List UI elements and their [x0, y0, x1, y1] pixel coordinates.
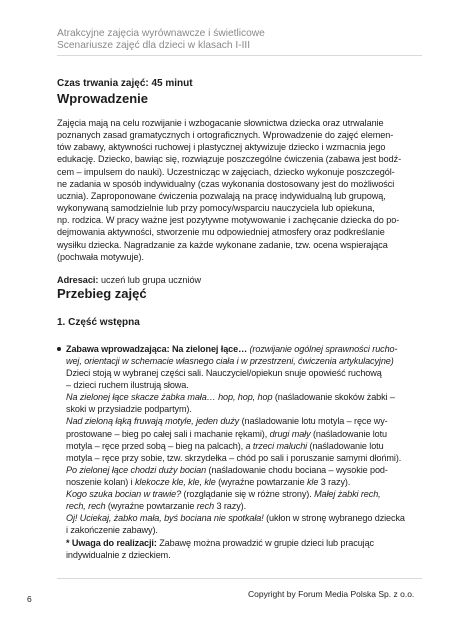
- story-line: Po zielonej łące chodzi duży bocian: [66, 464, 207, 475]
- intro-paragraph: [57, 117, 425, 263]
- intro-line: tów zabawy, aktywności ruchowej i plastycznej aktywizuje dziecko i wzmacnia jego: [57, 142, 386, 153]
- item-text: – dzieci ruchem ilustrują słowa.: [66, 380, 189, 391]
- item-text: (ukłon w stronę wybranego dziecka: [263, 513, 405, 524]
- section-heading-plan: Przebieg zajęć: [57, 285, 147, 301]
- intro-line: (pochwała motywuje).: [57, 251, 144, 262]
- note-label: * Uwaga do realizacji:: [66, 538, 157, 549]
- part-heading: 1. Część wstępna: [57, 316, 140, 328]
- intro-line: wykonywaną samodzielnie lub przy pomocy/wsparciu nauczyciela lub opiekuna,: [57, 203, 375, 214]
- addressees-value: uczeń lub grupa uczniów: [98, 274, 202, 285]
- copyright-notice: Copyright by Forum Media Polska Sp. z o.o.: [248, 589, 415, 599]
- addressees: [57, 274, 425, 286]
- item-text: 3 razy).: [214, 501, 246, 512]
- item-text: (naśladowanie skoków żabki –: [272, 392, 395, 403]
- intro-line: ne zadania w sposób indywidualny (czas wykonania dostosowany jest do możliwości: [57, 178, 395, 189]
- page-number: 6: [27, 594, 32, 604]
- intro-line: dejmowania aktywności, stworzenie mu odpowiedniej atmosfery oraz podkreślanie: [57, 227, 385, 238]
- note-text: indywidualnie z dzieckiem.: [66, 550, 171, 561]
- intro-line: ucznia). Zaproponowane ćwiczenia pozwalają na pracę indywidualną lub grupową,: [57, 190, 386, 201]
- item-text: Dzieci stoją w wybranej części sali. Nauczyciel/opiekun snuje opowieść ruchową: [66, 368, 382, 379]
- section-heading-intro: Wprowadzenie: [57, 91, 149, 106]
- intro-line: cem – impulsem do nauki). Uczestnicząc w zajęciach, dziecko wykonuje poszczegól-: [57, 166, 395, 177]
- item-text: (rozglądanie się w różne strony).: [181, 489, 315, 499]
- item-text: 3 razy).: [318, 476, 351, 487]
- item-text: (naśladowanie lotu: [310, 428, 387, 439]
- header-title: Atrakcyjne zajęcia wyrównawcze i świetlicowe: [57, 28, 265, 39]
- activity-goal: (rozwijanie ogólnej sprawności rucho-: [247, 343, 398, 354]
- note-text: Zabawę można prowadzić w grupie dzieci lub pracując: [156, 538, 374, 549]
- intro-line: Zajęcia mają na celu rozwijanie i wzbogacanie słownictwa dziecka oraz utrwalanie: [57, 118, 384, 128]
- story-line: Nad zieloną łąką fruwają motyle, jeden duży: [66, 416, 240, 427]
- item-text: prostowane – bieg po całej sali i machanie rękami),: [66, 428, 268, 439]
- item-text: (naśladowanie lotu motyla – ręce wy-: [239, 416, 388, 427]
- item-text: motyla – ręce przed sobą – bieg na palcach),: [66, 440, 246, 451]
- header-divider: [57, 55, 422, 56]
- list-item: [66, 343, 425, 562]
- activity-list: [57, 343, 425, 562]
- addressees-label: Adresaci:: [57, 274, 99, 285]
- story-line: Kogo szuka bocian w trawie?: [66, 489, 182, 499]
- story-line: drugi mały: [267, 428, 311, 439]
- intro-line: np. rodzica. W pracy ważne jest pozytywne motywowanie i zachęcanie dziecka do po-: [57, 215, 400, 226]
- item-text: (wyraźne powtarzanie: [215, 476, 307, 487]
- intro-line: poznanych zasad gramatycznych i ortograficznych. Wprowadzenie do zajęć elemen-: [57, 130, 394, 141]
- intro-line: wysiłku dziecka. Nagradzanie za każde wykonane zadanie, tzw. ocena wspierająca: [57, 239, 388, 250]
- item-text: skoki w przysiadzie podpartym).: [66, 404, 192, 415]
- story-line: rech: [196, 501, 215, 512]
- duration-label: Czas trwania zajęć: 45 minut: [57, 78, 193, 89]
- story-line: Małej żabki rech,: [314, 489, 381, 499]
- story-line: Na zielonej łące skacze żabka mała… hop, hop, hop: [66, 392, 273, 403]
- activity-title: Zabawa wprowadzająca: Na zielonej łące…: [66, 343, 248, 354]
- bullet-icon: [57, 347, 61, 351]
- story-line: kle: [306, 476, 319, 487]
- story-line: a trzeci maluchi: [245, 440, 308, 451]
- running-header: [57, 28, 417, 52]
- story-line: klekocze kle, kle, kle: [134, 476, 216, 487]
- header-subtitle: Scenariusze zajęć dla dzieci w klasach I-III: [57, 40, 251, 51]
- story-line: rech, rech: [66, 501, 106, 512]
- intro-line: edukację. Dziecko, bawiąc się, rozwiązuje poszczególne ćwiczenia (zabawa jest bodź-: [57, 154, 402, 165]
- item-text: motyla – ręce przy sobie, tzw. skrzydełka – chód po sali i poruszanie samymi dłońmi).: [66, 452, 402, 463]
- item-text: i zakończenie zabawy).: [66, 525, 158, 536]
- item-text: (naśladowanie chodu bociana – wysokie pod-: [206, 464, 388, 475]
- activity-goal-cont: wej, orientacji w schemacie własnego ciała i w przestrzeni, ćwiczenia artykulacyjne): [66, 355, 394, 366]
- main-content: [57, 77, 425, 562]
- item-text: noszenie kolan) i: [66, 476, 135, 487]
- story-line: Oj! Uciekaj, żabko mała, byś bociana nie spotkała!: [66, 513, 264, 524]
- item-text: (naśladowanie lotu: [307, 440, 384, 451]
- footer-divider: [57, 578, 422, 579]
- item-text: (wyraźne powtarzanie: [105, 501, 197, 512]
